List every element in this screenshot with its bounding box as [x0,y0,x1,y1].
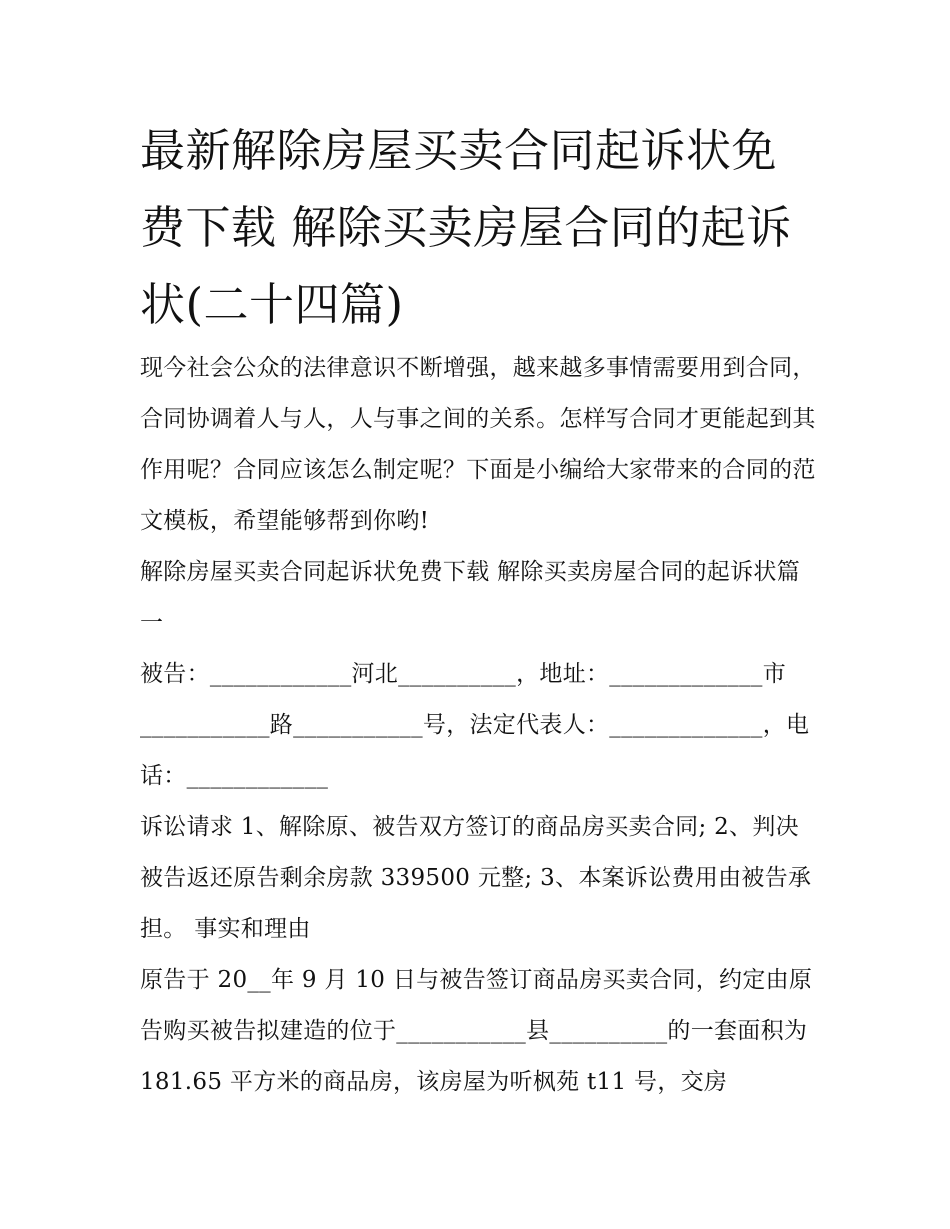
facts-paragraph: 原告于 20__年 9 月 10 日与被告签订商品房买卖合同，约定由原告购买被告拟建造的位于___________县__________的一套面积为 181.65 平方米的商品房，该房屋为听枫苑 t11 号，交房 [140,967,813,1095]
claims-paragraph: 诉讼请求 1、解除原、被告双方签订的商品房买卖合同; 2、判决被告返还原告剩余房款 339500 元整; 3、本案诉讼费用由被告承担。 事实和理由 [140,814,812,942]
intro-paragraph: 现今社会公众的法律意识不断增强，越来越多事情需要用到合同，合同协调着人与人，人与事之间的关系。怎样写合同才更能起到其作用呢？合同应该怎么制定呢？下面是小编给大家带来的合同的范文模板，希望能够帮到你哟! [140,355,816,534]
document-title: 最新解除房屋买卖合同起诉状免费下载 解除买卖房屋合同的起诉状(二十四篇) [140,124,792,331]
defendant-info: 被告：____________河北__________，地址：_____________市___________路___________号，法定代表人：_____________，电话：____________ [140,661,810,789]
section-heading: 解除房屋买卖合同起诉状免费下载 解除买卖房屋合同的起诉状篇一 [140,559,801,636]
document-page [140,112,820,1108]
